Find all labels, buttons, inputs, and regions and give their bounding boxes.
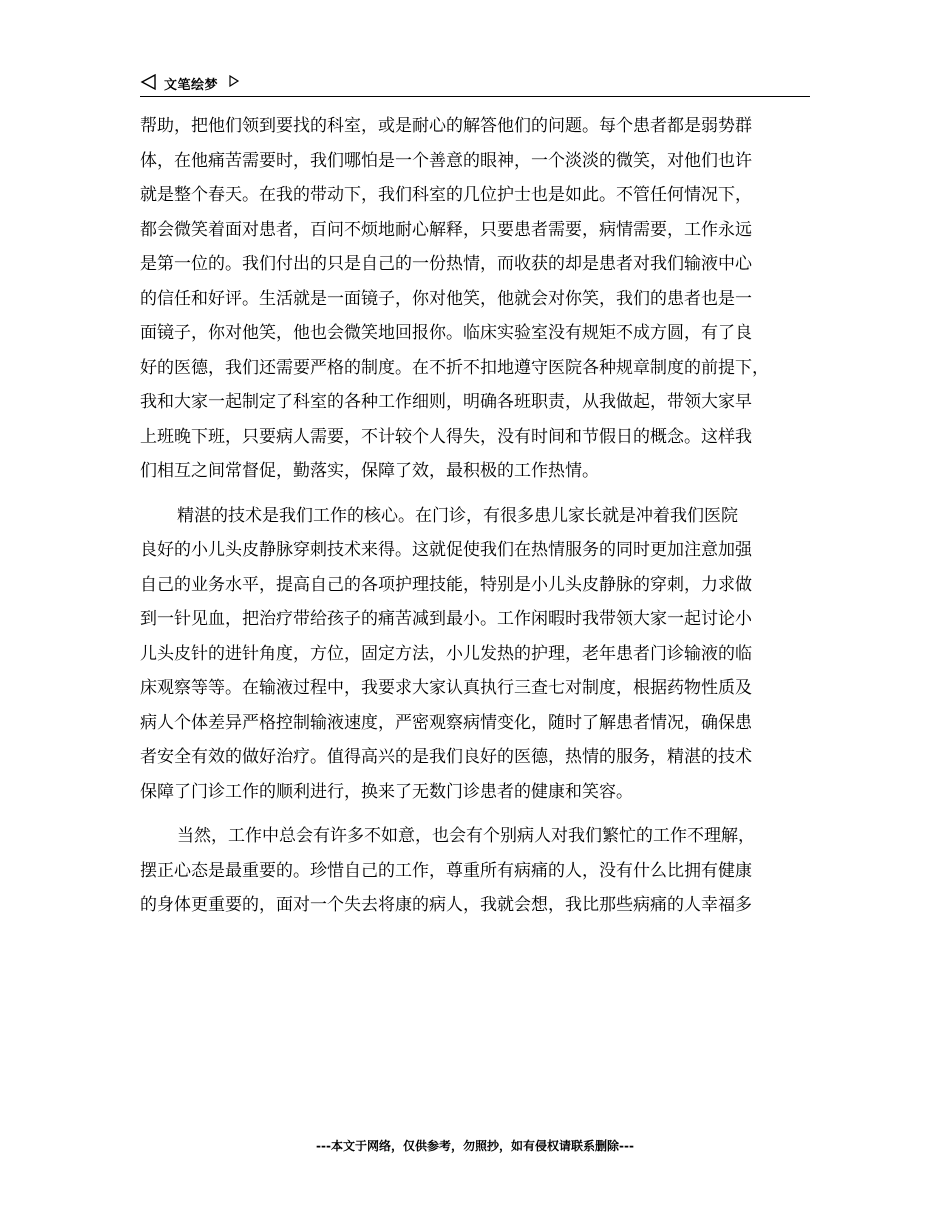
footer-disclaimer: ---本文于网络，仅供参考，勿照抄，如有侵权请联系删除--- — [316, 1139, 634, 1153]
text-line: 的身体更重要的，面对一个失去将康的病人，我就会想，我比那些病痛的人幸福多 — [140, 895, 752, 915]
text-line: 帮助，把他们领到要找的科室，或是耐心的解答他们的问题。每个患者都是弱势群 — [140, 116, 752, 136]
text-line: 上班晚下班，只要病人需要，不计较个人得失，没有时间和节假日的概念。这样我 — [140, 426, 752, 447]
text-line: 精湛的技术是我们工作的核心。在门诊，有很多患儿家长就是冲着我们医院 — [177, 505, 738, 526]
text-line: 病人个体差异严格控制输液速度，严密观察病情变化，随时了解患者情况，确保患 — [140, 712, 752, 733]
play-triangle-icon[interactable] — [228, 75, 240, 87]
text-line: 体，在他痛苦需要时，我们哪怕是一个善意的眼神，一个淡淡的微笑，对他们也许 — [140, 150, 752, 171]
text-line: 到一针见血，把治疗带给孩子的痛苦减到最小。工作闲暇时我带领大家一起讨论小 — [140, 609, 752, 629]
text-line: 的信任和好评。生活就是一面镜子，你对他笑，他就会对你笑，我们的患者也是一 — [140, 288, 752, 309]
text-line: 者安全有效的做好治疗。值得高兴的是我们良好的医德，热情的服务，精湛的技术 — [140, 747, 752, 767]
text-line: 摆正心态是最重要的。珍惜自己的工作，尊重所有病痛的人，没有什么比拥有健康 — [140, 860, 752, 881]
text-line: 面镜子，你对他笑，他也会微笑地回报你。临床实验室没有规矩不成方圆，有了良 — [140, 323, 752, 343]
page-header — [140, 72, 810, 97]
text-line: 都会微笑着面对患者，百问不烦地耐心解释，只要患者需要，病情需要，工作永远 — [140, 219, 752, 240]
text-line: 是第一位的。我们付出的只是自己的一份热情，而收获的却是患者对我们输液中心 — [140, 254, 752, 274]
text-line: 良好的小儿头皮静脉穿刺技术来得。这就促使我们在热情服务的同时更加注意加强 — [140, 540, 752, 560]
paragraph-2 — [140, 499, 822, 810]
text-line: 好的医德，我们还需要严格的制度。在不折不扣地遵守医院各种规章制度的前提下， — [140, 357, 769, 378]
text-line: 当然，工作中总会有许多不如意，也会有个别病人对我们繁忙的工作不理解， — [177, 826, 755, 846]
text-line: 保障了门诊工作的顺利进行，换来了无数门诊患者的健康和笑容。 — [140, 781, 633, 802]
paragraph-1 — [140, 109, 822, 489]
text-line: 们相互之间常督促，勤落实，保障了效，最积极的工作热情。 — [140, 461, 599, 481]
text-line: 我和大家一起制定了科室的各种工作细则，明确各班职责，从我做起，带领大家早 — [140, 392, 752, 412]
text-line: 儿头皮针的进针角度，方位，固定方法，小儿发热的护理，老年患者门诊输液的临 — [140, 643, 752, 664]
brand-title: 文笔绘梦 — [164, 78, 219, 93]
document-body — [140, 109, 822, 933]
text-line: 自己的业务水平，提高自己的各项护理技能，特别是小儿头皮静脉的穿刺，力求做 — [140, 574, 752, 595]
text-line: 床观察等等。在输液过程中，我要求大家认真执行三查七对制度，根据药物性质及 — [140, 678, 752, 698]
text-line: 就是整个春天。在我的带动下，我们科室的几位护士也是如此。不管任何情况下， — [140, 185, 752, 205]
back-triangle-icon[interactable] — [140, 73, 158, 91]
paragraph-3 — [140, 819, 822, 923]
